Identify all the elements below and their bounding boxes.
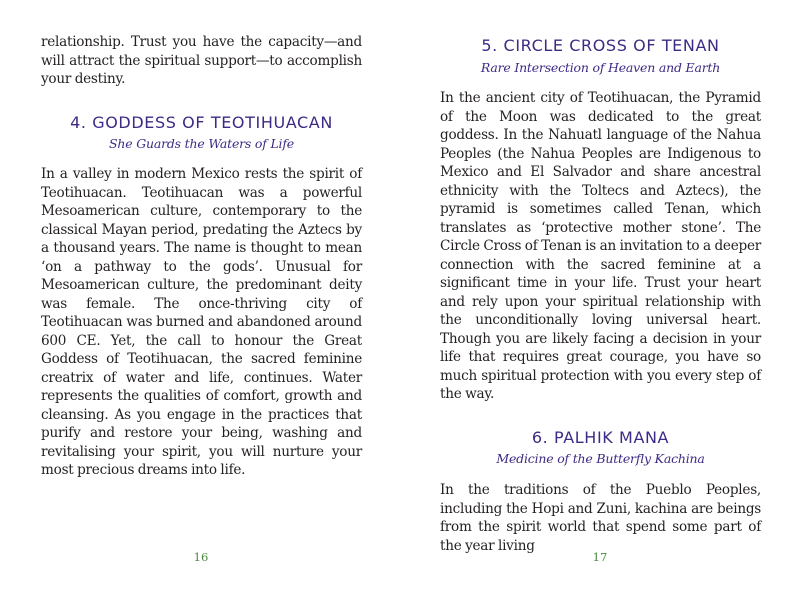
right-page xyxy=(440,0,761,589)
section-heading-circle-cross-of-tenan: 5. CIRCLE CROSS OF TENAN xyxy=(481,36,720,55)
section-heading-palhik-mana: 6. PALHIK MANA xyxy=(531,428,670,447)
section-heading-goddess-of-teotihuacan: 4. GODDESS OF TEOTIHUACAN xyxy=(70,113,333,132)
section-subheading-circle-cross-of-tenan: Rare Intersection of Heaven and Earth xyxy=(480,60,721,75)
section-subheading-palhik-mana: Medicine of the Butterfly Kachina xyxy=(496,451,705,466)
section-subheading-goddess-of-teotihuacan: She Guards the Waters of Life xyxy=(109,136,294,151)
continuation-paragraph: relationship. Trust you have the capacity—and will attract the spiritual support—to accomplish your destiny. xyxy=(41,34,362,87)
body-paragraph-circle-cross-of-tenan: In the ancient city of Teotihuacan, the Pyramid of the Moon was dedicated to the great goddess. In the Nahuatl language of the Nahua Peoples (the Nahua Peoples are Indigenous to Mexico and El Salvador and share ancestral ethnicity with the Toltecs and Aztecs), the pyramid is sometimes called Tenan, which translates as ‘protective mother stone’. The Circle Cross of Tenan is an invitation to a deeper connection with the sacred feminine at a significant time in your life. Trust your heart and rely upon your spiritual relationship with the unconditionally loving universal heart. Though you are likely facing a decision in your life that requires great courage, you have so much spiritual protection with you every step of the way. xyxy=(440,90,761,402)
body-paragraph-goddess-of-teotihuacan: In a valley in modern Mexico rests the spirit of Teotihuacan. Teotihuacan was a powerful Mesoamerican culture, contemporary to the classical Mayan period, predating the Aztecs by a thousand years. The name is thought to mean ‘on a pathway to the gods’. Unusual for Mesoamerican culture, the predominant deity was female. The once-thriving city of Teotihuacan was burned and abandoned around 600 CE. Yet, the call to honour the Great Goddess of Teotihuacan, the sacred feminine creatrix of water and life, continues. Water represents the qualities of comfort, growth and cleansing. As you engage in the practices that purify and restore your being, washing and revitalising your spirit, you will nurture your most precious dreams into life. xyxy=(41,166,362,478)
left-page xyxy=(41,0,362,589)
page-number-right: 17 xyxy=(592,550,608,564)
page-number-left: 16 xyxy=(193,550,209,564)
body-paragraph-palhik-mana: In the traditions of the Pueblo Peoples, including the Hopi and Zuni, kachina are beings from the spirit world that spend some part of the year living xyxy=(440,482,761,554)
